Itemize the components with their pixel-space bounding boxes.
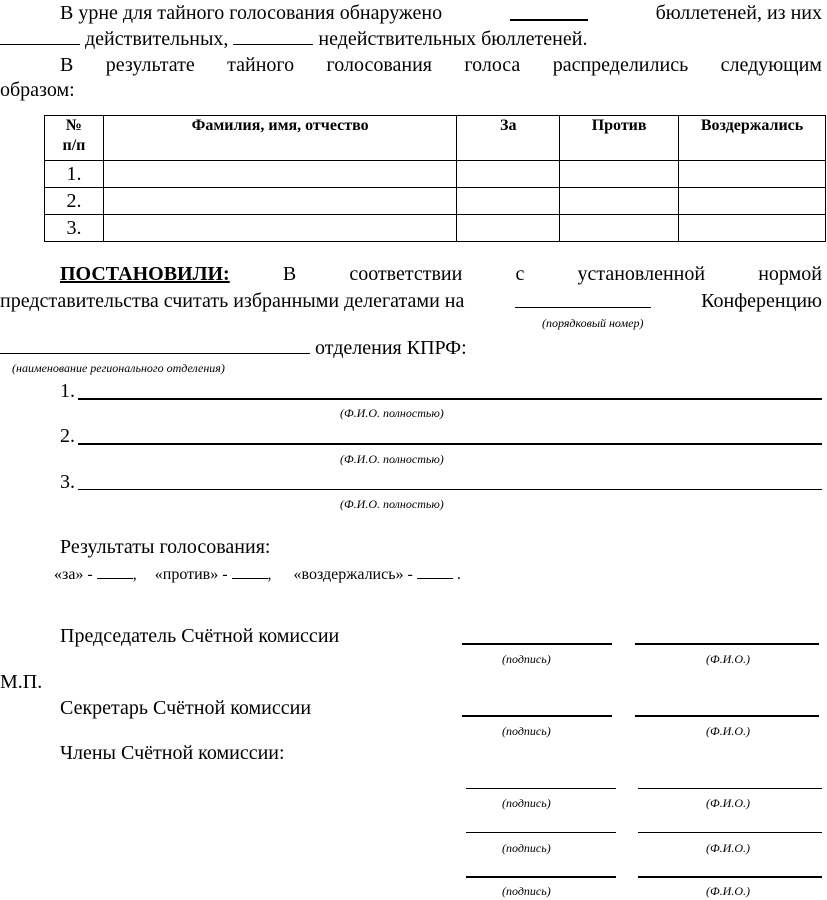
results-line	[54, 564, 461, 584]
delegate-fio-line[interactable]	[78, 489, 822, 490]
resolved-text: представительства считать избранными делегатами на	[0, 290, 465, 312]
results-for-label: «за» -	[54, 566, 93, 583]
secretary-signature-line[interactable]	[462, 715, 612, 717]
table-row	[45, 161, 826, 188]
header-name: Фамилия, имя, отчество	[103, 116, 456, 161]
fio-hint: (Ф.И.О.)	[706, 884, 750, 898]
row-against-cell[interactable]	[560, 188, 679, 215]
resolved-line-2	[0, 290, 822, 312]
intro-word: В	[60, 54, 74, 76]
resolved-word: с	[515, 263, 525, 285]
resolved-text: Конференцию	[701, 290, 822, 312]
results-separator: ,	[132, 566, 137, 583]
header-for: За	[457, 116, 560, 161]
fio-hint: (Ф.И.О.)	[706, 841, 750, 855]
intro-word: следующим	[720, 54, 822, 76]
stamp-label: М.П.	[0, 671, 43, 693]
member-signature-line[interactable]	[466, 788, 616, 789]
intro-text: В урне для тайного голосования обнаружено	[60, 2, 443, 24]
chairman-label: Председатель Счётной комиссии	[60, 625, 340, 647]
table-row	[45, 188, 826, 215]
resolved-line-3	[0, 336, 467, 359]
row-num: 3.	[45, 215, 104, 242]
delegate-fio-hint: (Ф.И.О. полностью)	[340, 497, 444, 511]
table-header-row	[45, 116, 826, 161]
member-fio-line[interactable]	[638, 876, 822, 878]
row-against-cell[interactable]	[560, 161, 679, 188]
header-num	[45, 116, 104, 161]
sign-hint: (подпись)	[502, 796, 551, 810]
valid-ballots-blank[interactable]	[0, 27, 80, 45]
votes-table	[44, 115, 826, 242]
intro-word: распределились	[552, 54, 689, 76]
row-name-cell[interactable]	[103, 215, 456, 242]
header-num-line2: п/п	[62, 137, 86, 154]
row-num: 1.	[45, 161, 104, 188]
intro-word: результате	[105, 54, 195, 76]
delegate-num: 3.	[60, 471, 75, 493]
row-for-cell[interactable]	[457, 188, 560, 215]
resolved-word: нормой	[758, 263, 822, 285]
results-for-blank[interactable]	[97, 564, 133, 579]
intro-line-3	[60, 54, 822, 76]
secretary-label: Секретарь Счётной комиссии	[60, 697, 312, 719]
delegate-num: 1.	[60, 380, 75, 402]
row-num: 2.	[45, 188, 104, 215]
resolved-word: соответствии	[349, 263, 463, 285]
fio-hint: (Ф.И.О.)	[706, 796, 750, 810]
row-name-cell[interactable]	[103, 188, 456, 215]
intro-word: тайного	[227, 54, 295, 76]
results-abstain-label: «воздержались» -	[293, 566, 413, 583]
results-against-blank[interactable]	[232, 564, 268, 579]
results-separator: ,	[267, 566, 272, 583]
header-against: Против	[560, 116, 679, 161]
ordinal-hint: (порядковый номер)	[542, 316, 644, 330]
resolved-text: отделения КПРФ:	[315, 337, 467, 359]
row-against-cell[interactable]	[560, 215, 679, 242]
header-abstain: Воздержались	[679, 116, 826, 161]
member-fio-line[interactable]	[638, 788, 822, 789]
intro-line-4: образом:	[0, 79, 75, 101]
row-abstain-cell[interactable]	[679, 161, 826, 188]
sign-hint: (подпись)	[502, 652, 551, 666]
intro-word: голосования	[326, 54, 432, 76]
chairman-fio-line[interactable]	[635, 643, 819, 645]
sign-hint: (подпись)	[502, 841, 551, 855]
resolved-line-1	[60, 263, 822, 285]
intro-word: голоса	[464, 54, 521, 76]
row-abstain-cell[interactable]	[679, 188, 826, 215]
intro-line-2	[0, 27, 587, 50]
header-num-line1: №	[65, 117, 82, 134]
member-fio-line[interactable]	[638, 832, 822, 833]
intro-text: недействительных бюллетеней.	[318, 28, 588, 50]
member-signature-line[interactable]	[466, 832, 616, 833]
results-against-label: «против» -	[154, 566, 228, 583]
members-label: Члены Счётной комиссии:	[60, 742, 285, 764]
delegate-fio-line[interactable]	[78, 443, 822, 445]
ballots-found-blank[interactable]	[510, 2, 588, 21]
row-name-cell[interactable]	[103, 161, 456, 188]
sign-hint: (подпись)	[502, 884, 551, 898]
delegate-num: 2.	[60, 425, 75, 447]
region-name-blank[interactable]	[0, 336, 310, 354]
fio-hint: (Ф.И.О.)	[706, 652, 750, 666]
row-for-cell[interactable]	[457, 215, 560, 242]
results-end: .	[456, 566, 461, 583]
row-abstain-cell[interactable]	[679, 215, 826, 242]
ordinal-number-blank[interactable]	[515, 290, 651, 308]
resolved-word: установленной	[577, 263, 706, 285]
delegate-fio-hint: (Ф.И.О. полностью)	[340, 406, 444, 420]
intro-text: бюллетеней, из них	[655, 2, 822, 24]
member-signature-line[interactable]	[466, 876, 616, 878]
results-abstain-blank[interactable]	[417, 564, 453, 579]
delegate-fio-line[interactable]	[78, 398, 822, 400]
results-title: Результаты голосования:	[60, 536, 271, 558]
secretary-fio-line[interactable]	[635, 715, 819, 717]
sign-hint: (подпись)	[502, 724, 551, 738]
chairman-signature-line[interactable]	[462, 643, 612, 645]
region-hint: (наименование регионального отделения)	[12, 361, 225, 375]
invalid-ballots-blank[interactable]	[233, 27, 313, 45]
fio-hint: (Ф.И.О.)	[706, 724, 750, 738]
resolved-word: В	[282, 263, 297, 285]
table-row	[45, 215, 826, 242]
intro-text: действительных,	[85, 28, 229, 50]
intro-line-1	[60, 2, 822, 24]
delegate-fio-hint: (Ф.И.О. полностью)	[340, 452, 444, 466]
resolved-label: ПОСТАНОВИЛИ:	[60, 263, 230, 285]
row-for-cell[interactable]	[457, 161, 560, 188]
